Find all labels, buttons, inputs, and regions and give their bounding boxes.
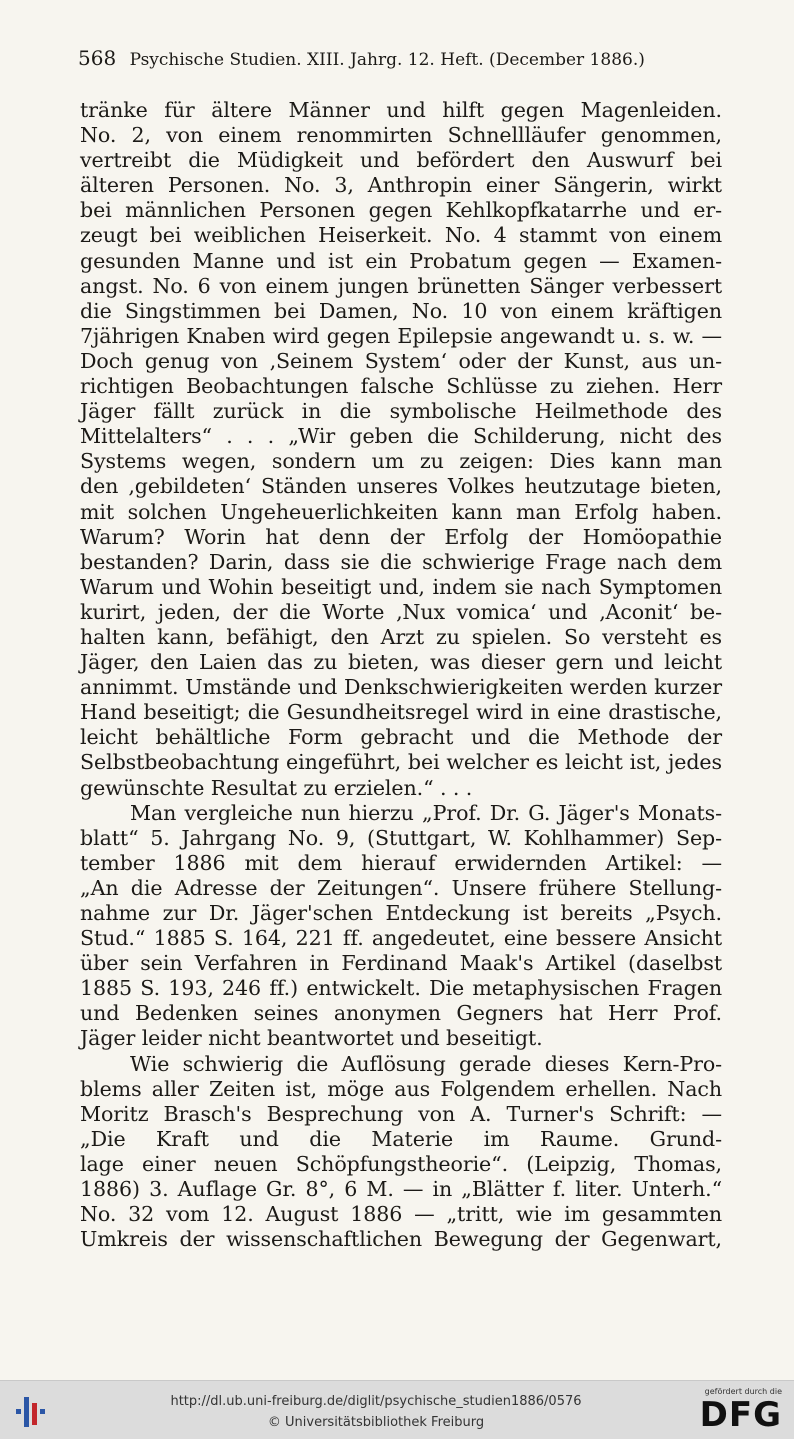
dfg-caption: gefördert durch die: [704, 1387, 782, 1396]
page-number: 568: [78, 46, 117, 70]
text-line: „An die Adresse der Zeitungen“. Unsere frühere Stellung-: [80, 875, 722, 900]
text-line: No. 32 vom 12. August 1886 — „tritt, wie im gesammten: [80, 1202, 722, 1227]
text-line: die Singstimmen bei Damen, No. 10 von einem kräftigen: [80, 298, 722, 323]
text-line: Doch genug von ‚Seinem System‘ oder der Kunst, aus un-: [80, 348, 722, 373]
text-line: No. 2, von einem renommirten Schnellläufer genommen,: [80, 123, 722, 148]
text-line: älteren Personen. No. 3, Anthropin einer Sängerin, wirkt: [80, 173, 722, 198]
text-line: mit solchen Ungeheuerlichkeiten kann man Erfolg haben.: [80, 499, 722, 524]
text-line: Hand beseitigt; die Gesundheitsregel wird in eine drastische,: [80, 700, 722, 725]
text-line: 1885 S. 193, 246 ff.) entwickelt. Die metaphysischen Fragen: [80, 976, 722, 1001]
text-line: über sein Verfahren in Ferdinand Maak's Artikel (daselbst: [80, 951, 722, 976]
text-line: den ‚gebildeten‘ Ständen unseres Volkes heutzutage bieten,: [80, 474, 722, 499]
text-line: zeugt bei weiblichen Heiserkeit. No. 4 stammt von einem: [80, 223, 722, 248]
text-line: Stud.“ 1885 S. 164, 221 ff. angedeutet, eine bessere Ansicht: [80, 926, 722, 951]
text-line: und Bedenken seines anonymen Gegners hat Herr Prof.: [80, 1001, 722, 1026]
running-header: [78, 46, 718, 72]
footer-bar: [0, 1380, 794, 1439]
text-line: tränke für ältere Männer und hilft gegen Magenleiden.: [80, 98, 722, 122]
text-line: Man vergleiche nun hierzu „Prof. Dr. G. Jäger's Monats-: [130, 800, 722, 825]
text-line: lage einer neuen Schöpfungstheorie“. (Leipzig, Thomas,: [80, 1151, 722, 1176]
text-line: gewünschte Resultat zu erzielen.“ . . .: [80, 775, 473, 800]
text-line: Systems wegen, sondern um zu zeigen: Dies kann man: [80, 449, 722, 474]
text-line: Warum und Wohin beseitigt und, indem sie nach Symptomen: [80, 574, 722, 599]
text-line: Warum? Worin hat denn der Erfolg der Homöopathie: [80, 524, 722, 549]
text-line: Umkreis der wissenschaftlichen Bewegung der Gegenwart,: [80, 1227, 722, 1252]
copyright-notice: © Universitätsbibliothek Freiburg: [267, 1415, 485, 1430]
text-line: leicht behältliche Form gebracht und die Methode der: [80, 725, 722, 750]
text-line: Moritz Brasch's Besprechung von A. Turner's Schrift: —: [80, 1101, 722, 1126]
text-line: gesunden Manne und ist ein Probatum gegen — Examen-: [80, 248, 722, 273]
text-line: angst. No. 6 von einem jungen brünetten Sänger verbessert: [80, 273, 722, 298]
text-line: Jäger, den Laien das zu bieten, was dieser gern und leicht: [80, 650, 722, 675]
text-line: Jäger fällt zurück in die symbolische Heilmethode des: [80, 399, 722, 424]
text-line: kurirt, jeden, der die Worte ‚Nux vomica‘ und ‚Aconit‘ be-: [80, 599, 722, 624]
text-line: bestanden? Darin, dass sie die schwierige Frage nach dem: [80, 549, 722, 574]
text-line: 1886) 3. Auflage Gr. 8°, 6 M. — in „Blätter f. liter. Unterh.“: [80, 1177, 722, 1202]
dfg-logo: DFG: [699, 1395, 782, 1435]
text-line: annimmt. Umstände und Denkschwierigkeiten werden kurzer: [80, 675, 722, 700]
text-line: blems aller Zeiten ist, möge aus Folgendem erhellen. Nach: [80, 1076, 722, 1101]
text-line: Selbstbeobachtung eingeführt, bei welcher es leicht ist, jedes: [80, 750, 722, 775]
text-line: tember 1886 mit dem hierauf erwidernden Artikel: —: [80, 850, 722, 875]
text-line: „Die Kraft und die Materie im Raume. Grund-: [80, 1126, 722, 1151]
text-line: Mittelalters“ . . . „Wir geben die Schilderung, nicht des: [80, 424, 722, 449]
text-line: richtigen Beobachtungen falsche Schlüsse zu ziehen. Herr: [80, 374, 722, 399]
text-line: blatt“ 5. Jahrgang No. 9, (Stuttgart, W. Kohlhammer) Sep-: [80, 825, 722, 850]
source-url[interactable]: http://dl.ub.uni-freiburg.de/diglit/psychische_studien1886/0576: [170, 1394, 582, 1409]
text-line: vertreibt die Müdigkeit und befördert den Auswurf bei: [80, 148, 722, 173]
text-line: bei männlichen Personen gegen Kehlkopfkatarrhe und er-: [80, 198, 722, 223]
text-line: halten kann, befähigt, den Arzt zu spielen. So versteht es: [80, 624, 722, 649]
body-text: [80, 98, 722, 1252]
text-line: Wie schwierig die Auflösung gerade dieses Kern-Pro-: [130, 1051, 722, 1076]
text-line: 7jährigen Knaben wird gegen Epilepsie angewandt u. s. w. —: [80, 323, 722, 348]
text-line: Jäger leider nicht beantwortet und beseitigt.: [80, 1026, 543, 1051]
text-line: nahme zur Dr. Jäger'schen Entdeckung ist bereits „Psych.: [80, 901, 722, 925]
running-title: Psychische Studien. XIII. Jahrg. 12. Heft. (December 1886.): [129, 50, 645, 70]
